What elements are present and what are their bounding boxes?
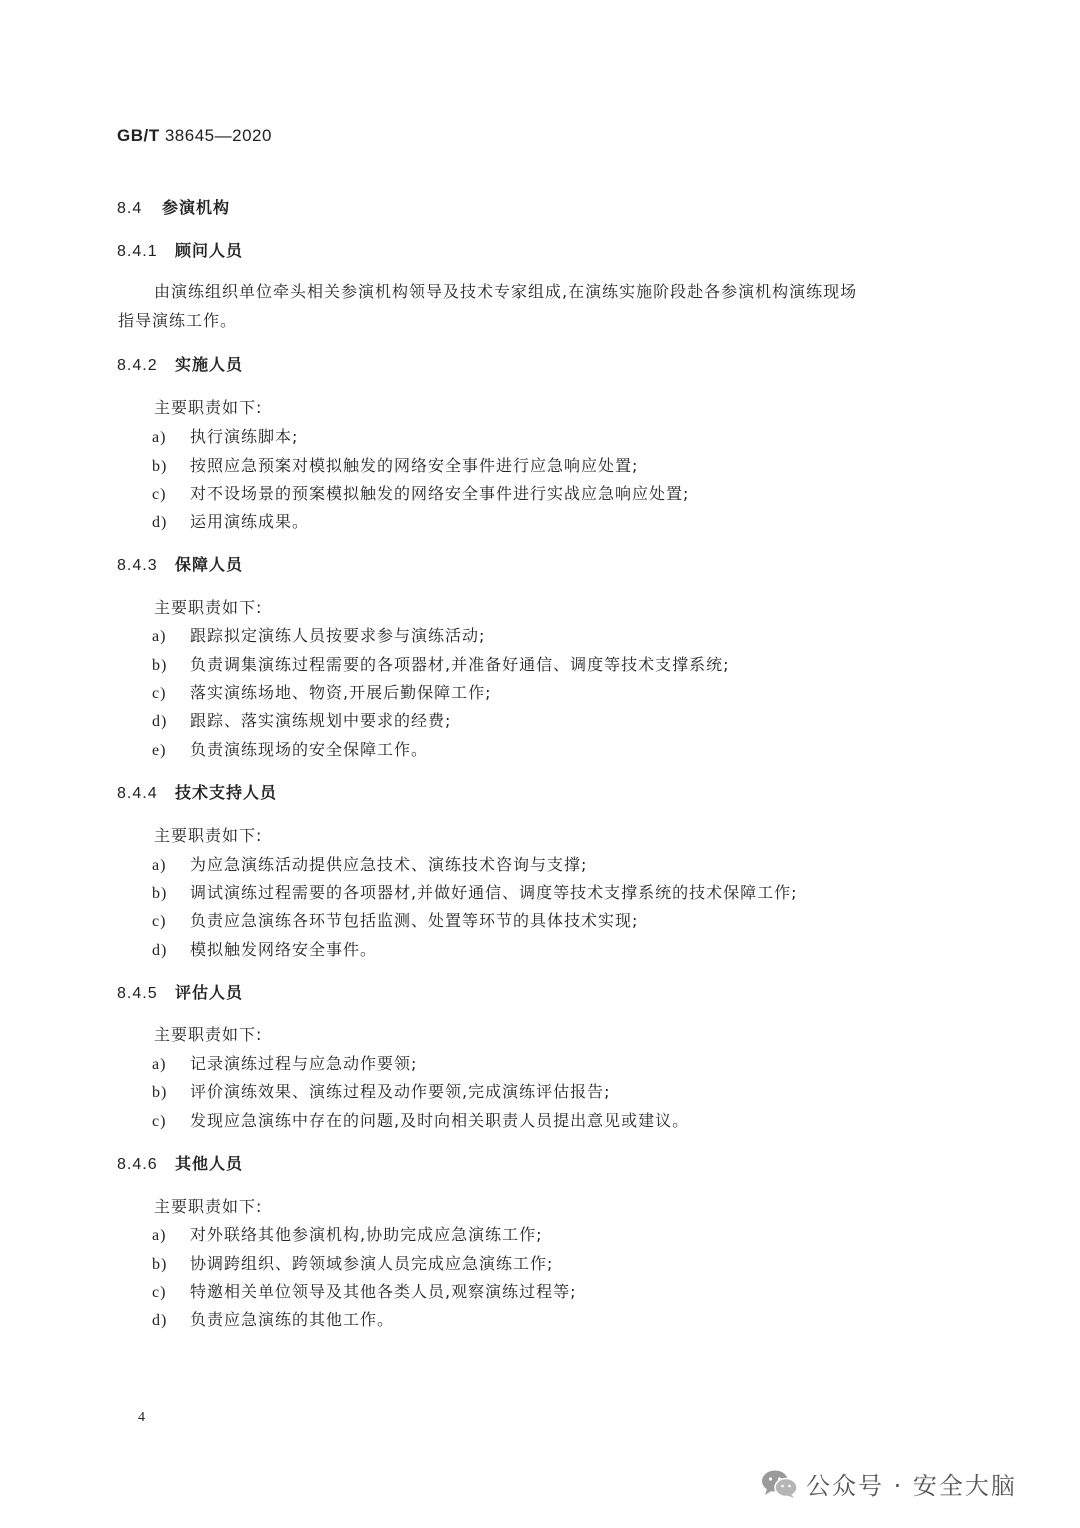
list-item-label: a) xyxy=(152,1056,167,1073)
list-item-label: c) xyxy=(152,1113,167,1130)
list-item xyxy=(152,1051,417,1074)
list-item-label: b) xyxy=(152,1256,168,1273)
list-item-text: 运用演练成果。 xyxy=(190,512,310,531)
list-intro: 主要职责如下: xyxy=(154,398,263,417)
list-item xyxy=(152,1279,576,1302)
list-item-label: c) xyxy=(152,913,167,930)
paragraph-841 xyxy=(118,277,958,335)
list-item-label: d) xyxy=(152,1312,168,1329)
list-item-label: c) xyxy=(152,1284,167,1301)
subsection-heading-842 xyxy=(117,352,243,375)
standard-number: 38645—2020 xyxy=(164,126,272,145)
subsection-heading-841 xyxy=(117,238,243,261)
list-item-text: 协调跨组织、跨领域参演人员完成应急演练工作; xyxy=(190,1254,554,1273)
standard-prefix: GB/T xyxy=(117,126,160,145)
list-item xyxy=(152,481,689,504)
list-item-text: 特邀相关单位领导及其他各类人员,观察演练过程等; xyxy=(190,1282,577,1301)
list-item-label: b) xyxy=(152,657,168,674)
list-item xyxy=(152,1307,394,1330)
list-item xyxy=(152,652,729,675)
subsection-number: 8.4.4 xyxy=(117,785,158,802)
paragraph-line: 由演练组织单位牵头相关参演机构领导及技术专家组成,在演练实施阶段赴各参演机构演练现场 xyxy=(154,282,858,301)
list-item xyxy=(152,453,638,476)
list-item xyxy=(152,509,309,532)
subsection-number: 8.4.6 xyxy=(117,1156,158,1173)
list-item xyxy=(152,424,298,447)
list-item-text: 按照应急预案对模拟触发的网络安全事件进行应急响应处置; xyxy=(190,456,639,475)
list-intro: 主要职责如下: xyxy=(154,826,263,845)
list-item-label: d) xyxy=(152,713,168,730)
list-item-label: b) xyxy=(152,885,168,902)
paragraph-line: 指导演练工作。 xyxy=(118,311,238,330)
list-item-text: 跟踪拟定演练人员按要求参与演练活动; xyxy=(190,626,486,645)
list-item-label: b) xyxy=(152,1084,168,1101)
standard-code xyxy=(117,126,272,146)
subsection-number: 8.4.1 xyxy=(117,243,158,260)
section-number: 8.4 xyxy=(117,200,143,217)
list-item-label: e) xyxy=(152,742,167,759)
subsection-title: 其他人员 xyxy=(175,1154,244,1173)
subsection-title: 技术支持人员 xyxy=(175,783,278,802)
subsection-number: 8.4.2 xyxy=(117,357,158,374)
list-item xyxy=(152,1079,610,1102)
list-item-label: a) xyxy=(152,628,167,645)
list-item-text: 对不设场景的预案模拟触发的网络安全事件进行实战应急响应处置; xyxy=(190,484,690,503)
list-item xyxy=(152,1108,689,1131)
watermark xyxy=(760,1466,1017,1501)
subsection-number: 8.4.3 xyxy=(117,557,158,574)
list-intro: 主要职责如下: xyxy=(154,1197,263,1216)
list-item-text: 负责应急演练的其他工作。 xyxy=(190,1310,395,1329)
list-item-text: 评价演练效果、演练过程及动作要领,完成演练评估报告; xyxy=(190,1082,611,1101)
list-item-text: 模拟触发网络安全事件。 xyxy=(190,940,378,959)
list-item xyxy=(152,680,491,703)
list-item-label: c) xyxy=(152,685,167,702)
wechat-icon xyxy=(760,1469,798,1499)
list-item-text: 为应急演练活动提供应急技术、演练技术咨询与支撑; xyxy=(190,855,588,874)
page-number: 4 xyxy=(138,1410,146,1425)
section-title: 参演机构 xyxy=(162,198,231,217)
list-item-text: 负责应急演练各环节包括监测、处置等环节的具体技术实现; xyxy=(190,911,639,930)
watermark-text: 公众号 · 安全大脑 xyxy=(806,1472,1017,1500)
list-item-text: 调试演练过程需要的各项器材,并做好通信、调度等技术支撑系统的技术保障工作; xyxy=(190,883,798,902)
list-item-label: d) xyxy=(152,942,168,959)
list-intro: 主要职责如下: xyxy=(154,598,263,617)
list-item-text: 发现应急演练中存在的问题,及时向相关职责人员提出意见或建议。 xyxy=(190,1111,690,1130)
list-item-label: a) xyxy=(152,857,167,874)
list-item-text: 执行演练脚本; xyxy=(190,427,299,446)
subsection-heading-844 xyxy=(117,780,277,803)
subsection-number: 8.4.5 xyxy=(117,985,158,1002)
subsection-heading-843 xyxy=(117,552,243,575)
list-intro: 主要职责如下: xyxy=(154,1025,263,1044)
list-item-text: 落实演练场地、物资,开展后勤保障工作; xyxy=(190,683,492,702)
list-item xyxy=(152,623,485,646)
subsection-title: 保障人员 xyxy=(175,555,244,574)
list-item-label: b) xyxy=(152,458,168,475)
list-item-label: c) xyxy=(152,486,167,503)
list-item xyxy=(152,1251,553,1274)
subsection-title: 评估人员 xyxy=(175,983,244,1002)
list-item xyxy=(152,708,451,731)
list-item-label: a) xyxy=(152,429,167,446)
section-heading xyxy=(117,195,230,218)
list-item-text: 对外联络其他参演机构,协助完成应急演练工作; xyxy=(190,1225,543,1244)
subsection-title: 实施人员 xyxy=(175,355,244,374)
list-item xyxy=(152,737,428,760)
list-item-text: 记录演练过程与应急动作要领; xyxy=(190,1054,418,1073)
subsection-heading-846 xyxy=(117,1151,243,1174)
subsection-heading-845 xyxy=(117,980,243,1003)
list-item-text: 跟踪、落实演练规划中要求的经费; xyxy=(190,711,452,730)
list-item-label: d) xyxy=(152,514,168,531)
list-item xyxy=(152,880,797,903)
list-item-label: a) xyxy=(152,1227,167,1244)
list-item xyxy=(152,937,377,960)
list-item-text: 负责调集演练过程需要的各项器材,并准备好通信、调度等技术支撑系统; xyxy=(190,655,730,674)
list-item-text: 负责演练现场的安全保障工作。 xyxy=(190,740,429,759)
list-item xyxy=(152,852,587,875)
subsection-title: 顾问人员 xyxy=(175,241,244,260)
list-item xyxy=(152,908,638,931)
list-item xyxy=(152,1222,542,1245)
